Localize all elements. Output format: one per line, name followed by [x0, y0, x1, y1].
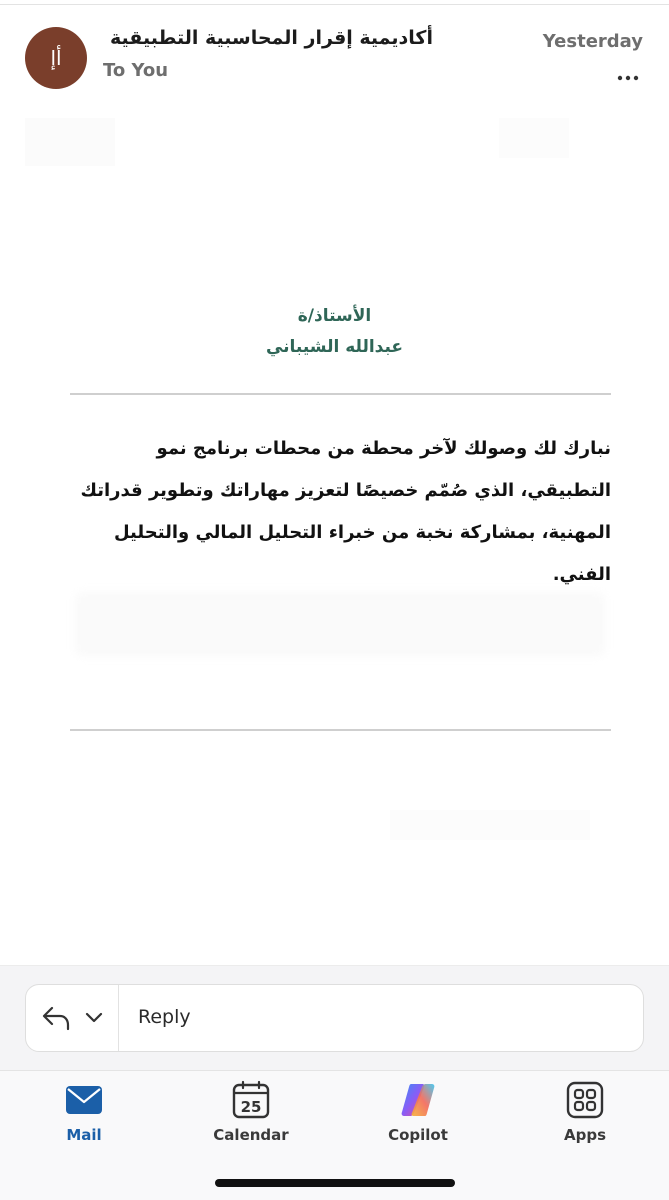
reply-arrow-icon[interactable]: [40, 1003, 72, 1033]
content-divider: [70, 729, 611, 731]
faint-image-placeholder: [390, 810, 590, 840]
reply-separator: [118, 985, 119, 1051]
email-date: Yesterday: [542, 31, 643, 52]
more-options-button[interactable]: [617, 62, 639, 86]
email-paragraph: نبارك لك وصولك لآخر محطة من محطات برنامج نمو التطبيقي، الذي صُمّم خصيصًا لتعزيز مهاراتك وتطوير قدراتك المهنية، بمشاركة نخبة من خبراء التحليل المالي والتحليل الفني.: [80, 438, 611, 585]
faint-image-placeholder: [499, 118, 569, 158]
mail-icon: [64, 1080, 104, 1120]
content-divider: [70, 393, 611, 395]
apps-grid-icon: [565, 1080, 605, 1120]
tab-label: Copilot: [388, 1126, 448, 1144]
tab-label: Mail: [66, 1126, 102, 1144]
chevron-down-icon[interactable]: [84, 1011, 104, 1025]
recipient-salutation: الأستاذ/ة: [297, 306, 372, 326]
email-header: [0, 0, 669, 110]
tab-calendar[interactable]: [196, 1080, 306, 1150]
blurred-text-block: [75, 592, 605, 656]
tab-label: Calendar: [213, 1126, 289, 1144]
tab-mail[interactable]: [29, 1080, 139, 1150]
sender-avatar[interactable]: [25, 27, 87, 89]
calendar-day: 25: [240, 1098, 262, 1116]
recipient-name: عبدالله الشيباني: [265, 337, 404, 357]
calendar-icon: [231, 1080, 271, 1120]
more-horizontal-icon: [617, 75, 639, 81]
copilot-icon: [398, 1080, 438, 1120]
reply-button[interactable]: Reply: [138, 1006, 191, 1028]
tab-apps[interactable]: [530, 1080, 640, 1150]
tab-copilot[interactable]: [363, 1080, 473, 1150]
tab-label: Apps: [563, 1126, 606, 1144]
home-indicator[interactable]: [215, 1179, 455, 1187]
sender-name[interactable]: أكاديمية إقرار المحاسبية التطبيقية: [110, 27, 433, 49]
avatar-initials: أإ: [50, 46, 62, 70]
recipient-label[interactable]: To You: [103, 60, 169, 81]
faint-image-placeholder: [25, 118, 115, 166]
